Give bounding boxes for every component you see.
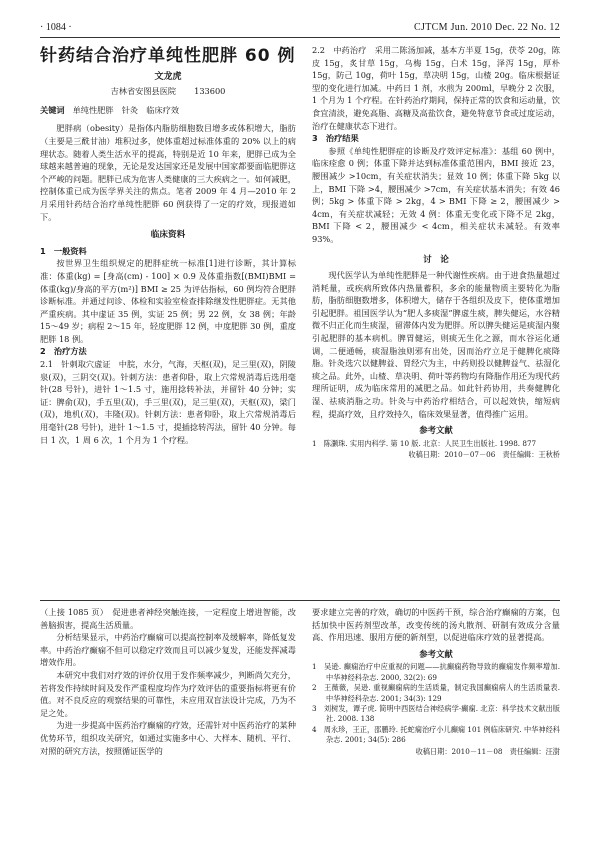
section-divider [40,600,560,601]
continuation-right-paragraph: 要求建立完善的疗效，确切的中医药干预，综合治疗癫痫的方案，包括加快中医药剂型改革，改变传统的汤丸散剂、研制有效成分含量高、作用迅速、服用方便的新剂型，以促进临床疗效的显著提高。 [312,607,560,643]
journal-info: CJTCM Jun. 2010 Dec. 22 No. 12 [414,22,560,33]
section-2-1-text: 2.1 针刺取穴虚证 中脘，水分，气海，天枢(双)，足三里(双)，阴陵泉(双)，三阴交(双)。针刺方法：患者仰卧，取上穴常规消毒后选用毫针(28 号针)，进针 1～1.5 寸，施用捻转补法，并留针 40 分钟；实证：脾俞(双)，手五里(双)，手三里(双)，足三里(双)，天枢(双)，梁门(双)，地机(双)，丰隆(双)。针刺方法：患者仰卧，取上穴常规消毒后用毫针(28 号针)，进针 1～1.5 寸，提插捻转泻法，留针 40 分钟。每日 1 次，1 周 6 次，1 个月为 1 个疗程。 [40,359,296,445]
reference-item: 1 吴逊. 癫痫治疗中应重视的问题——抗癫痫药物导致的癫痫发作频率增加. 中华神经科杂志. 2000, 32(2): 69 [312,662,560,682]
section-1-text: 按世界卫生组织规定的肥胖症统一标准[1]进行诊断，其计算标准：体重(kg) = [身高(cm) - 100] × 0.9 及体重指数[(BMI)BMI = 体重(kg)/身高的平方(m²)] BMI ≥ 25 为评估指标，60 例均符合肥胖诊断标准。并通过问诊、体检和实验室检查排除继发性肥胖症。无其他严重疾病。其中虚证 35 例，实证 25 例；男 22 例，女 38 例；年龄 15～49 岁；病程 2～15 年，轻度肥胖 12 例，中度肥胖 30 例，重度肥胖 18 例。 [40,258,296,344]
keywords [40,104,296,117]
header-rule [40,37,560,38]
continuation-paragraph: 为进一步提高中医药治疗癫痫的疗效，还需针对中医药治疗的某种优势环节，组织攻关研究，如通过实施多中心、大样本、随机、平行、对照的研究方法，按照循证医学的 [40,720,296,756]
article-title: 针药结合治疗单纯性肥胖 60 例 [40,46,296,66]
affiliation [40,85,296,98]
section-2-2-text: 2.2 中药治疗 采用二陈汤加减，基本方半夏 15g，茯苓 20g，陈皮 15g，炙甘草 15g，乌梅 15g，白术 15g，泽泻 15g，厚朴 15g，防己 10g，荷叶 15g，草决明 15g，山楂 20g。临床根据证型的变化进行加减。中药日 1 剂，水煎为 200ml，早晚分 2 次服，1 个月为 1 个疗程。在针药治疗期间，保持正常的饮食和运动量，饮食宜清淡，避免高脂、高糖及高盐饮食，避免特意节食或过度运动，治疗在健康状态下进行。 [312,45,560,131]
left-column [40,44,296,446]
reference-item: 4 周永珍，王正，邵鹏玲. 托蛇痫治疗小儿癫痫 101 例临床研究. 中华神经科杂志. 2001; 34(5): 286 [312,724,560,745]
continuation-right [312,606,560,757]
continuation-received-date: 收稿日期：2010－11－08 责任编辑：汪澍 [415,746,560,756]
discussion-text: 现代医学认为单纯性肥胖是一种代谢性疾病。由于进食热量超过消耗量，或疾病所致体内热量蓄积，多余的能量物质主要转化为脂肪，脂肪细胞数增多，体积增大，储存于各组织及皮下，使体重增加引起肥胖。祖国医学认为“肥人多痰湿”脾虚生痰，脾失健运，水谷精微不归正化而生痰湿，留滞体内发为肥胖。所以脾失健运是痰湿内聚引起肥胖的基本病机。脾胃健运，则痰无生化之源，而水谷运化通调，二便通畅，痰湿脂浊则邪有出处，因而治疗立足于健脾化痰降脂。针灸选穴以健脾益、胃经穴为主，中药则投以健脾益气、祛湿化痰之品。此外，山楂、草决明、荷叶等药物均有降脂作用还为现代药理所证明，成为临床常用的减肥之品。如此针药协用，共奏健脾化湿、祛痰消脂之功。针灸与中药治疗相结合，可以起效快，缩短病程，提高疗效，且疗效持久，临床效果显著，值得推广运用。 [312,270,560,419]
references-heading: 参考文献 [419,425,453,436]
section-3-text: 参照《单纯性肥胖症的诊断及疗效评定标准》：基组 60 例中，临床痊愈 0 例；体重下降并达到标准体重范围内，BMI 接近 23，腰围减少 >10cm，有关症状消失；显效 10 例；体重下降 5kg 以上，BMI 下降 >4，腰围减少 >7cm，有关症状基本消失；有效 46 例；5kg > 体重下降 > 2kg，4 > BMI 下降 ≥ 2，腰围减少 > 4cm，有关症状减轻；无效 4 例：体重无变化或下降不足 2kg，BMI 下降 < 2，腰围减少 < 4cm，相关症状未减轻。有效率 93%。 [312,145,560,244]
continuation-lead: （上接 1085 页） 促进患者神经突触连接，一定程度上增进智能，改善脑损害，提高生活质量。 [40,607,296,630]
zip-code: 133600 [194,86,226,97]
clinical-heading: 临床资料 [150,230,186,241]
page-number: · 1084 · [40,22,72,33]
received-date: 收稿日期：2010－07－06 责任编辑：王秋桥 [408,450,560,460]
section-1-heading: 1 一般资料 [40,245,87,256]
right-column [312,44,560,460]
reference-item: 2 王薇薇，吴逊. 重视癫痫病的生活质量，制定我国癫痫病人的生活质量表. 中华神经科杂志. 2001; 34(3): 129 [312,683,560,703]
author: 文龙虎 [154,71,182,82]
discussion-heading: 讨 论 [423,254,449,265]
section-2-heading: 2 治疗方法 [40,346,87,357]
keywords-label: 关键词 [40,104,65,115]
page-header [40,22,560,36]
reference-item: 1 陈灏珠. 实用内科学. 第 10 版. 北京：人民卫生出版社. 1998. 877 [312,438,537,448]
reference-item: 3 刘树发，谭子虎. 简明中西医结合神经病学·癫痫. 北京：科学技术文献出版社. 2008. 138 [312,704,560,724]
affiliation-name: 吉林省安图县医院 [110,86,177,97]
intro-paragraph: 肥胖病（obesity）是指体内脂肪细胞数目增多或体积增大，脂肪（主要是三酰甘油）堆积过多，使体重超过标准体重的 20% 以上的病理状态。随着人类生活水平的提高，特别是近 10 年来，肥胖已成为全球越来越普遍的现象，无论是发达国家还是发展中国家都要面临肥胖这个严峻的问题。肥胖已成为危害人类健康的三大疾病之一。如何减肥，控制体重已成为医学界关注的焦点。笔者 2009 年 4 月—2010 年 2 月采用针药结合治疗单纯性肥胖 60 例获得了一定的疗效，现报道如下。 [40,123,296,222]
continuation-paragraph: 本研究中我们对疗效的评价仅用于发作频率减少，判断尚欠充分，若将发作持续时间及发作严重程度均作为疗效评估的重要指标将更有价值。对不良反应的观察结果的可靠性，未应用双盲法设计完成，乃为不足之处。 [40,669,296,718]
section-3-heading: 3 治疗结果 [312,133,359,144]
continuation-paragraph: 分析结果显示，中药治疗癫痫可以提高控制率及缓解率，降低复发率。中药治疗癫痫不但可以稳定疗效而且可以减少复发，还能发挥减毒增效作用。 [40,632,296,668]
keywords-text: 单纯性肥胖 针灸 临床疗效 [72,104,180,115]
continuation-left [40,606,296,757]
continuation-references-heading: 参考文献 [419,648,453,659]
